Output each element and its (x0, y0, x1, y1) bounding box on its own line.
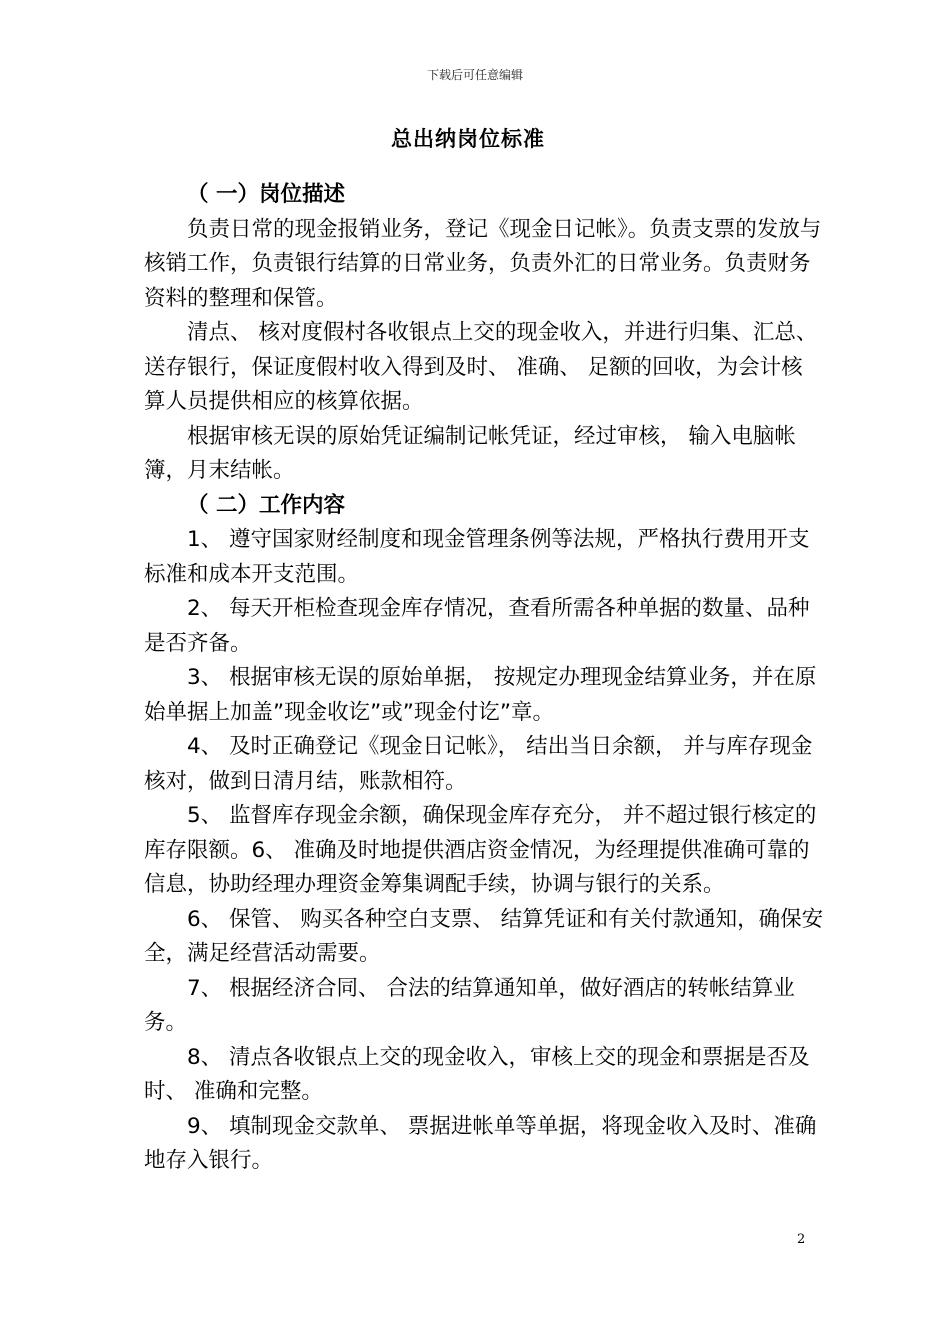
page-number: 2 (797, 1232, 806, 1247)
header-note: 下载后可任意编辑 (426, 68, 523, 82)
list-item: 6、 保管、 购买各种空白支票、 结算凭证和有关付款通知，确保安全，满足经营活动需要。 (144, 906, 824, 966)
paragraph: 清点、 核对度假村各收银点上交的现金收入，并进行归集、汇总、 送存银行，保证度假村收入得到及时、 准确、 足额的回收，为会计核算人员提供相应的核算依据。 (144, 320, 818, 414)
document-body (144, 178, 824, 1179)
list-item: 5、 监督库存现金余额，确保现金库存充分， 并不超过银行核定的库存限额。6、 准确及时地提供酒店资金情况，为经理提供准确可靠的信息，协助经理办理资金筹集调配手续，协调与银行的关系。 (144, 803, 817, 897)
section-heading-job-description: （ 一）岗位描述 (187, 182, 345, 207)
list-item: 2、 每天开柜检查现金库存情况，查看所需各种单据的数量、品种是否齐备。 (144, 596, 810, 656)
paragraph: 负责日常的现金报销业务，登记《现金日记帐》。负责支票的发放与核销工作，负责银行结算的日常业务，负责外汇的日常业务。负责财务资料的整理和保管。 (144, 216, 822, 311)
list-item: 4、 及时正确登记《现金日记帐》， 结出当日余额， 并与库存现金核对，做到日清月结，账款相符。 (144, 734, 813, 794)
list-item: 1、 遵守国家财经制度和现金管理条例等法规，严格执行费用开支标准和成本开支范围。 (144, 527, 810, 587)
list-item: 8、 清点各收银点上交的现金收入，审核上交的现金和票据是否及时、 准确和完整。 (144, 1044, 810, 1104)
paragraph: 根据审核无误的原始凭证编制记帐凭证，经过审核， 输入电脑帐簿，月末结帐。 (144, 423, 796, 483)
section-heading-work-content: （ 二）工作内容 (187, 492, 345, 518)
list-item: 9、 填制现金交款单、 票据进帐单等单据，将现金收入及时、准确地存入银行。 (144, 1113, 817, 1173)
list-item: 7、 根据经济合同、 合法的结算通知单，做好酒店的转帐结算业务。 (144, 975, 795, 1035)
list-item: 3、 根据审核无误的原始单据， 按规定办理现金结算业务，并在原始单据上加盖”现金收讫”或”现金付讫”章。 (144, 665, 817, 725)
document-title: 总出纳岗位标准 (391, 127, 545, 151)
